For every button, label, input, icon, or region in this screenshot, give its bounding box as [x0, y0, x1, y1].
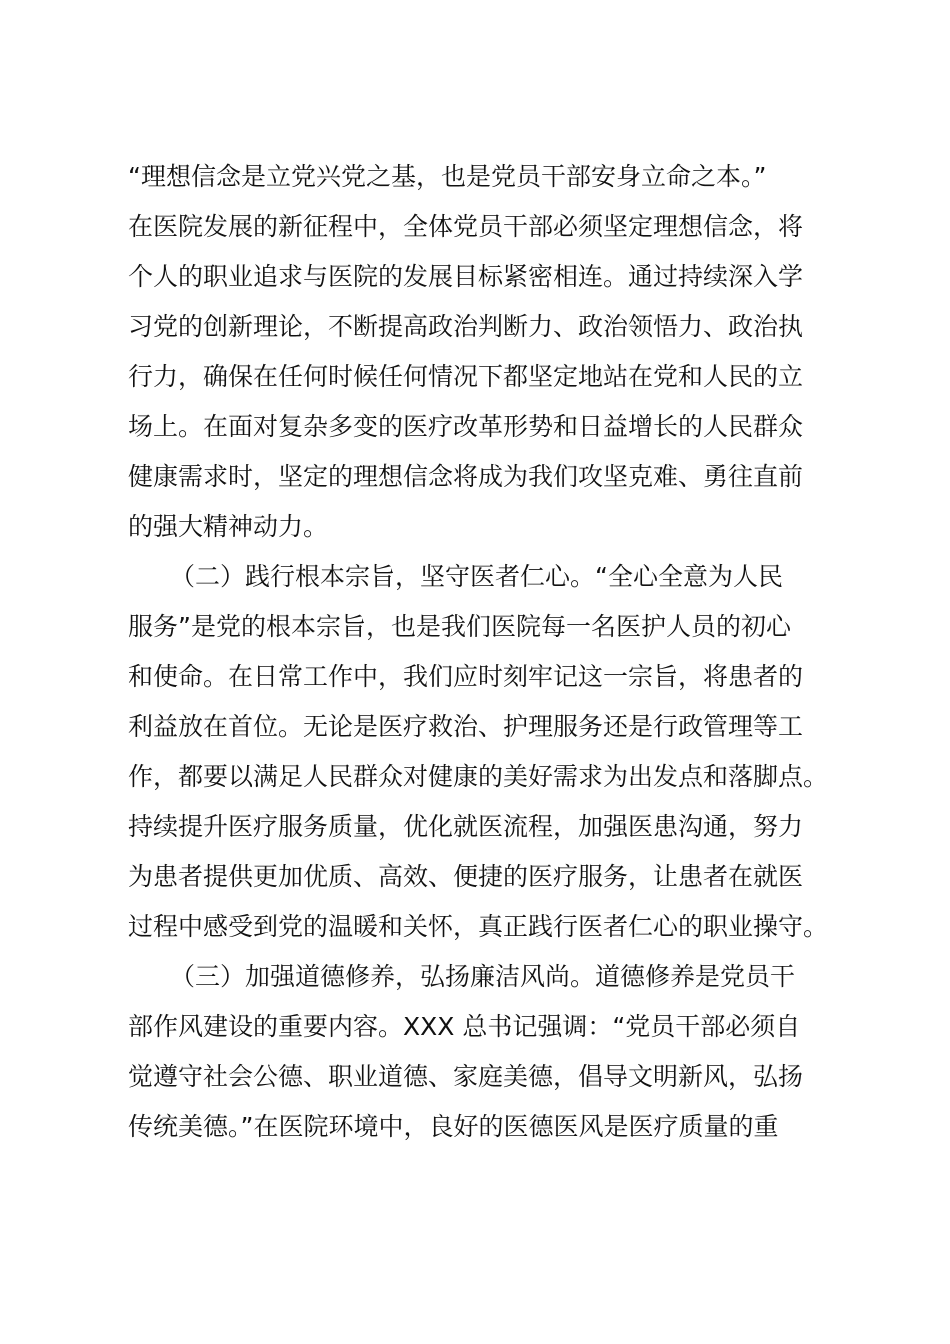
body-text — [128, 152, 838, 1152]
text-line: 的强大精神动力。 — [128, 512, 329, 541]
text-line: 利益放在首位。无论是医疗救治、护理服务还是行政管理等工 — [128, 712, 804, 741]
section-heading-line: （二）践行根本宗旨，坚守医者仁心。“全心全意为人民 — [170, 562, 783, 591]
text-line: 个人的职业追求与医院的发展目标紧密相连。通过持续深入学 — [128, 262, 804, 291]
text-line: 部作风建设的重要内容。XXX 总书记强调：“党员干部必须自 — [128, 1012, 801, 1041]
text-line: 持续提升医疗服务质量，优化就医流程，加强医患沟通，努力 — [128, 812, 804, 841]
text-line: 传统美德。”在医院环境中，良好的医德医风是医疗质量的重 — [128, 1112, 779, 1141]
text-line: 和使命。在日常工作中，我们应时刻牢记这一宗旨，将患者的 — [128, 662, 804, 691]
text-line: 在医院发展的新征程中，全体党员干部必须坚定理想信念，将 — [128, 212, 804, 241]
text-line: 健康需求时，坚定的理想信念将成为我们攻坚克难、勇往直前 — [128, 462, 804, 491]
text-line: 习党的创新理论，不断提高政治判断力、政治领悟力、政治执 — [128, 312, 804, 341]
text-line: “理想信念是立党兴党之基，也是党员干部安身立命之本。” — [128, 162, 767, 191]
text-line: 行力，确保在任何时候任何情况下都坚定地站在党和人民的立 — [128, 362, 804, 391]
text-line: 觉遵守社会公德、职业道德、家庭美德，倡导文明新风，弘扬 — [128, 1062, 804, 1091]
text-line: 场上。在面对复杂多变的医疗改革形势和日益增长的人民群众 — [128, 412, 804, 441]
text-line: 过程中感受到党的温暖和关怀，真正践行医者仁心的职业操守。 — [128, 912, 829, 941]
text-line: 为患者提供更加优质、高效、便捷的医疗服务，让患者在就医 — [128, 862, 804, 891]
text-line: 服务”是党的根本宗旨，也是我们医院每一名医护人员的初心 — [128, 612, 791, 641]
section-heading-line: （三）加强道德修养，弘扬廉洁风尚。道德修养是党员干 — [170, 962, 796, 991]
text-line: 作，都要以满足人民群众对健康的美好需求为出发点和落脚点。 — [128, 762, 829, 791]
